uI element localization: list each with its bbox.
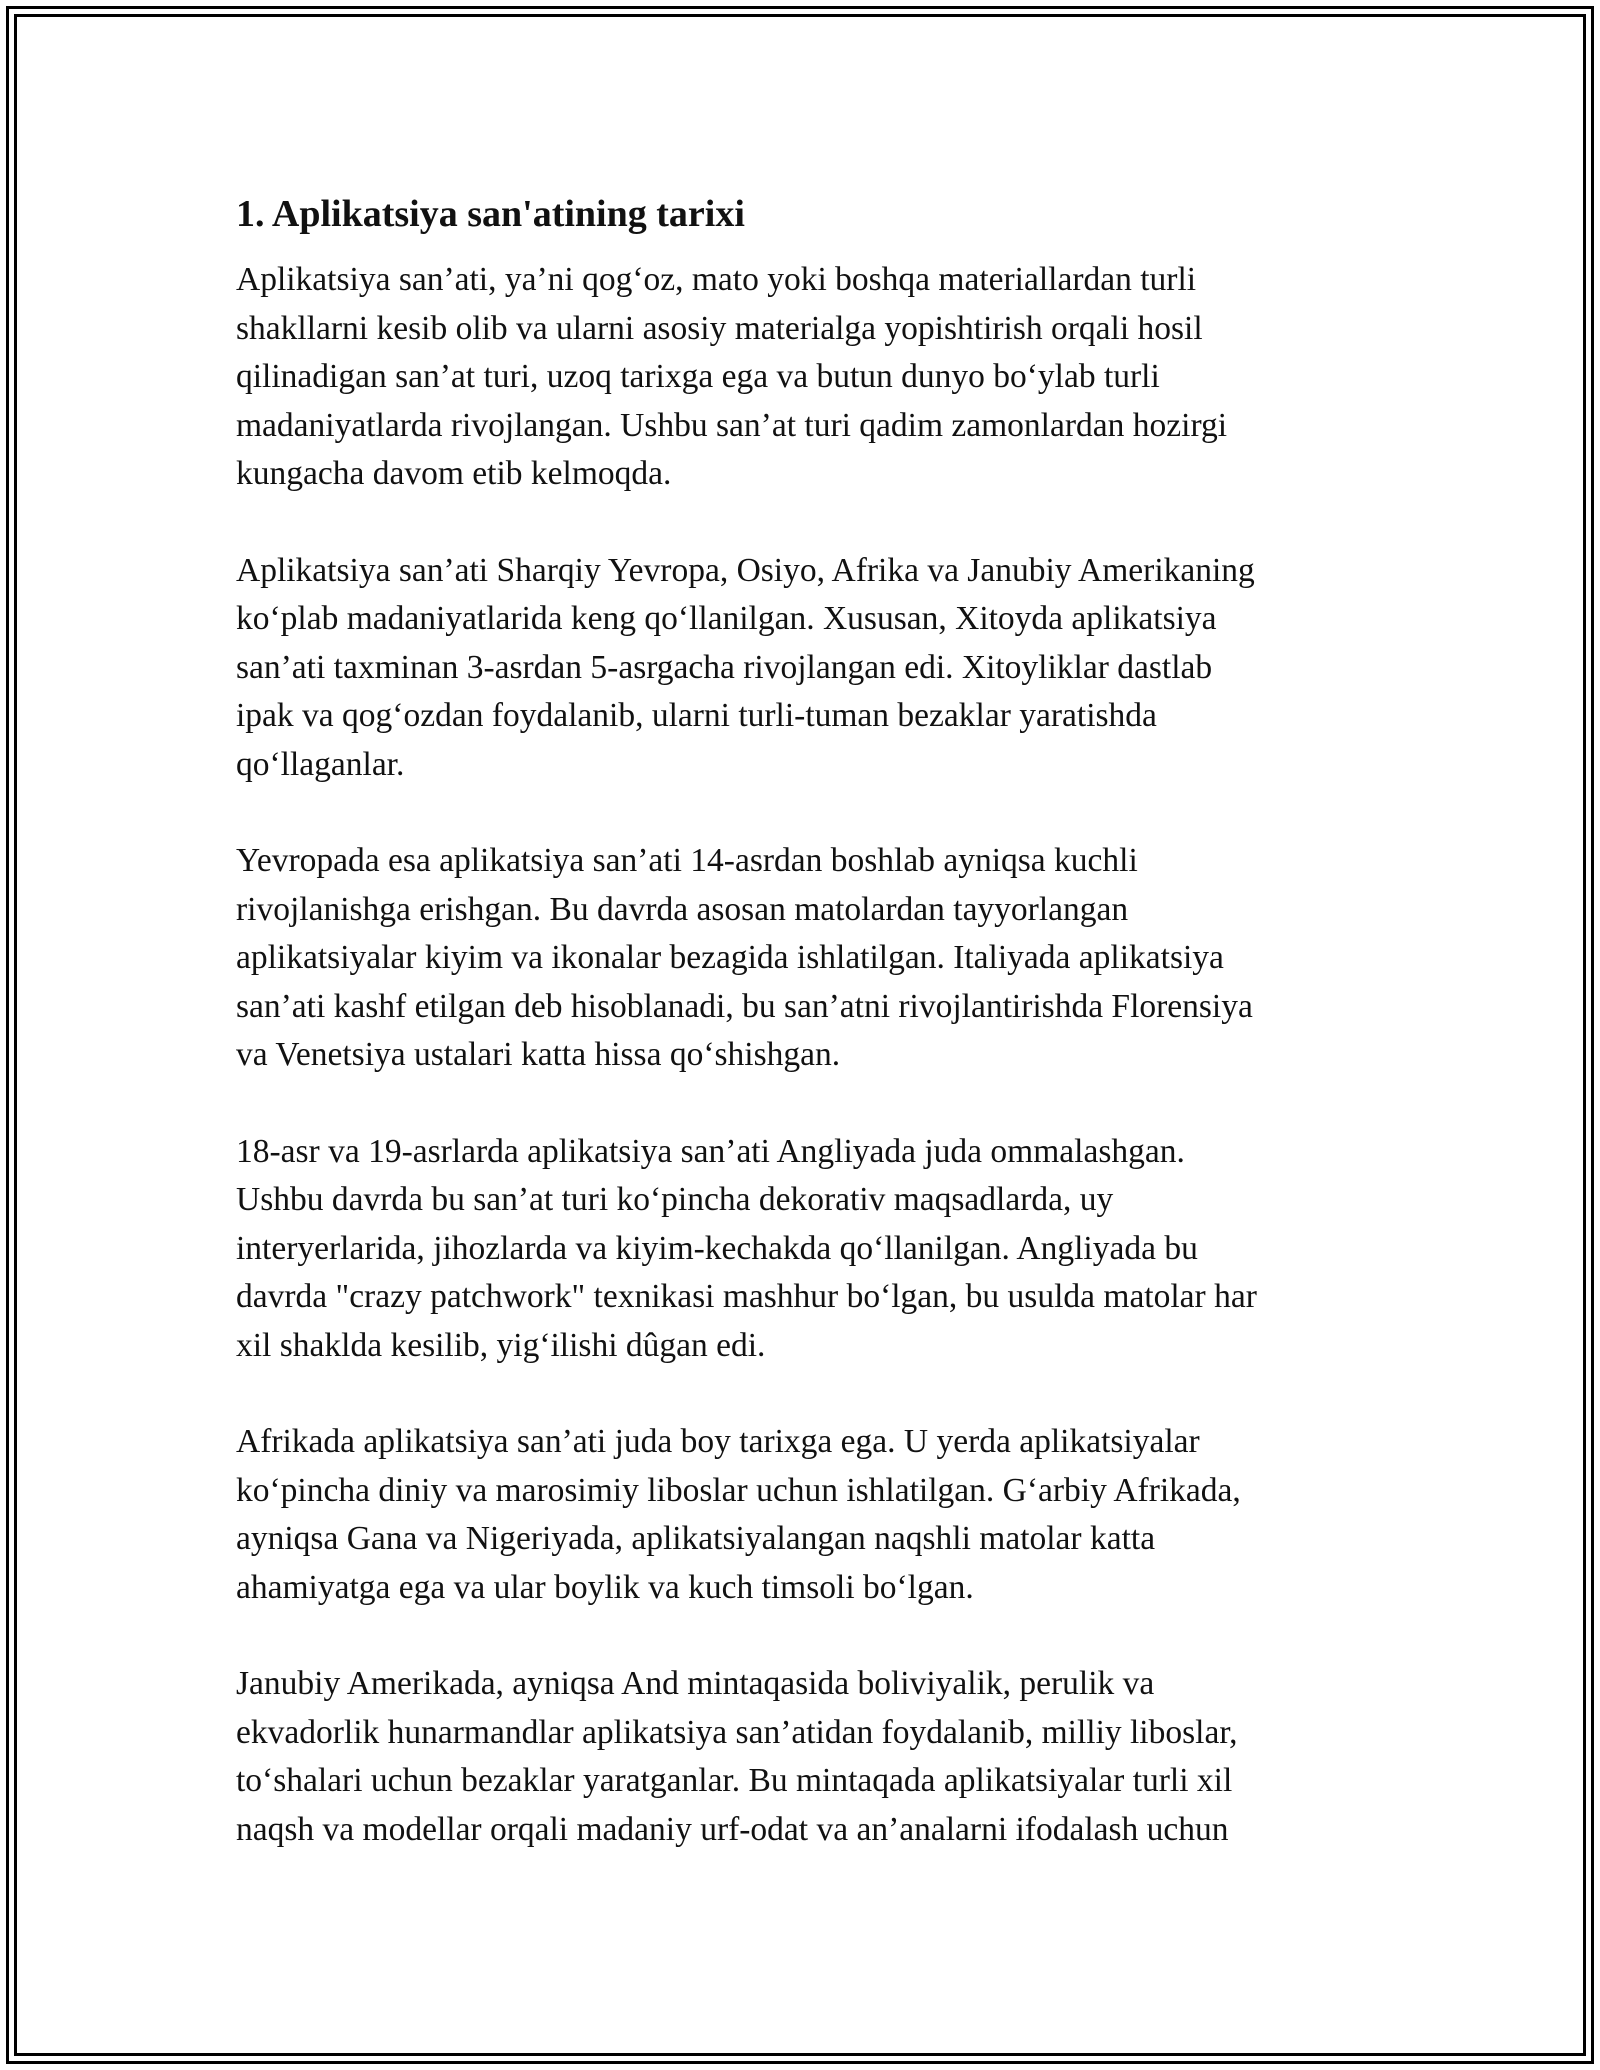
text-line: ko‘plab madaniyatlarida keng qo‘llanilgan. Xususan, Xitoyda aplikatsiya [236, 600, 1217, 637]
section-heading: 1. Aplikatsiya san'atining tarixi [236, 193, 745, 235]
document-body [236, 186, 1366, 1902]
text-line: Aplikatsiya san’ati Sharqiy Yevropa, Osiyo, Afrika va Janubiy Amerikaning [236, 551, 1255, 589]
text-line: Afrikada aplikatsiya san’ati juda boy tarixga ega. U yerda aplikatsiyalar [236, 1423, 1200, 1460]
text-line: san’ati kashf etilgan deb hisoblanadi, bu san’atni rivojlantirishda Florensiya [236, 987, 1253, 1025]
paragraph-5 [236, 1418, 1366, 1612]
text-line: Janubiy Amerikada, ayniqsa And mintaqasida boliviyalik, perulik va [236, 1665, 1155, 1702]
text-line: aplikatsiyalar kiyim va ikonalar bezagida ishlatilgan. Italiyada aplikatsiya [236, 939, 1224, 976]
text-line: Aplikatsiya san’ati, ya’ni qog‘oz, mato yoki boshqa materiallardan turli [236, 261, 1197, 298]
text-line: ahamiyatga ega va ular boylik va kuch timsoli bo‘lgan. [236, 1568, 974, 1606]
text-line: xil shaklda kesilib, yig‘ilishi dûgan edi. [236, 1326, 766, 1364]
paragraph-4 [236, 1128, 1366, 1371]
text-line: madaniyatlarda rivojlangan. Ushbu san’at turi qadim zamonlardan hozirgi [236, 406, 1228, 444]
text-line: san’ati taxminan 3-asrdan 5-asrgacha rivojlangan edi. Xitoyliklar dastlab [236, 648, 1213, 686]
text-line: ayniqsa Gana va Nigeriyada, aplikatsiyalangan naqshli matolar katta [236, 1520, 1156, 1557]
text-line: va Venetsiya ustalari katta hissa qo‘shishgan. [236, 1036, 841, 1073]
text-line: Yevropada esa aplikatsiya san’ati 14-asrdan boshlab ayniqsa kuchli [236, 842, 1138, 879]
text-line: naqsh va modellar orqali madaniy urf-odat va an’analarni ifodalash uchun [236, 1810, 1229, 1848]
text-line: qo‘llaganlar. [236, 745, 405, 783]
text-line: interyerlarida, jihozlarda va kiyim-kechakda qo‘llanilgan. Angliyada bu [236, 1229, 1198, 1267]
text-line: qilinadigan san’at turi, uzoq tarixga ega va butun dunyo bo‘ylab turli [236, 358, 1160, 395]
text-line: shakllarni kesib olib va ularni asosiy materialga yopishtirish orqali hosil [236, 309, 1203, 347]
text-line: Ushbu davrda bu san’at turi ko‘pincha dekorativ maqsadlarda, uy [236, 1181, 1114, 1218]
text-line: ipak va qog‘ozdan foydalanib, ularni turli-tuman bezaklar yaratishda [236, 697, 1157, 734]
text-line: to‘shalari uchun bezaklar yaratganlar. Bu mintaqada aplikatsiyalar turli xil [236, 1762, 1233, 1799]
paragraph-6 [236, 1660, 1366, 1854]
text-line: rivojlanishga erishgan. Bu davrda asosan matolardan tayyorlangan [236, 890, 1129, 928]
text-line: ko‘pincha diniy va marosimiy liboslar uchun ishlatilgan. G‘arbiy Afrikada, [236, 1471, 1241, 1509]
text-line: 18-asr va 19-asrlarda aplikatsiya san’ati Angliyada juda ommalashgan. [236, 1132, 1185, 1170]
paragraph-1 [236, 256, 1366, 499]
text-line: ekvadorlik hunarmandlar aplikatsiya san’atidan foydalanib, milliy liboslar, [236, 1713, 1238, 1751]
text-line: davrda "crazy patchwork" texnikasi mashhur bo‘lgan, bu usulda matolar har [236, 1278, 1257, 1315]
text-line: kungacha davom etib kelmoqda. [236, 455, 672, 492]
paragraph-3 [236, 837, 1366, 1080]
paragraph-2 [236, 547, 1366, 790]
